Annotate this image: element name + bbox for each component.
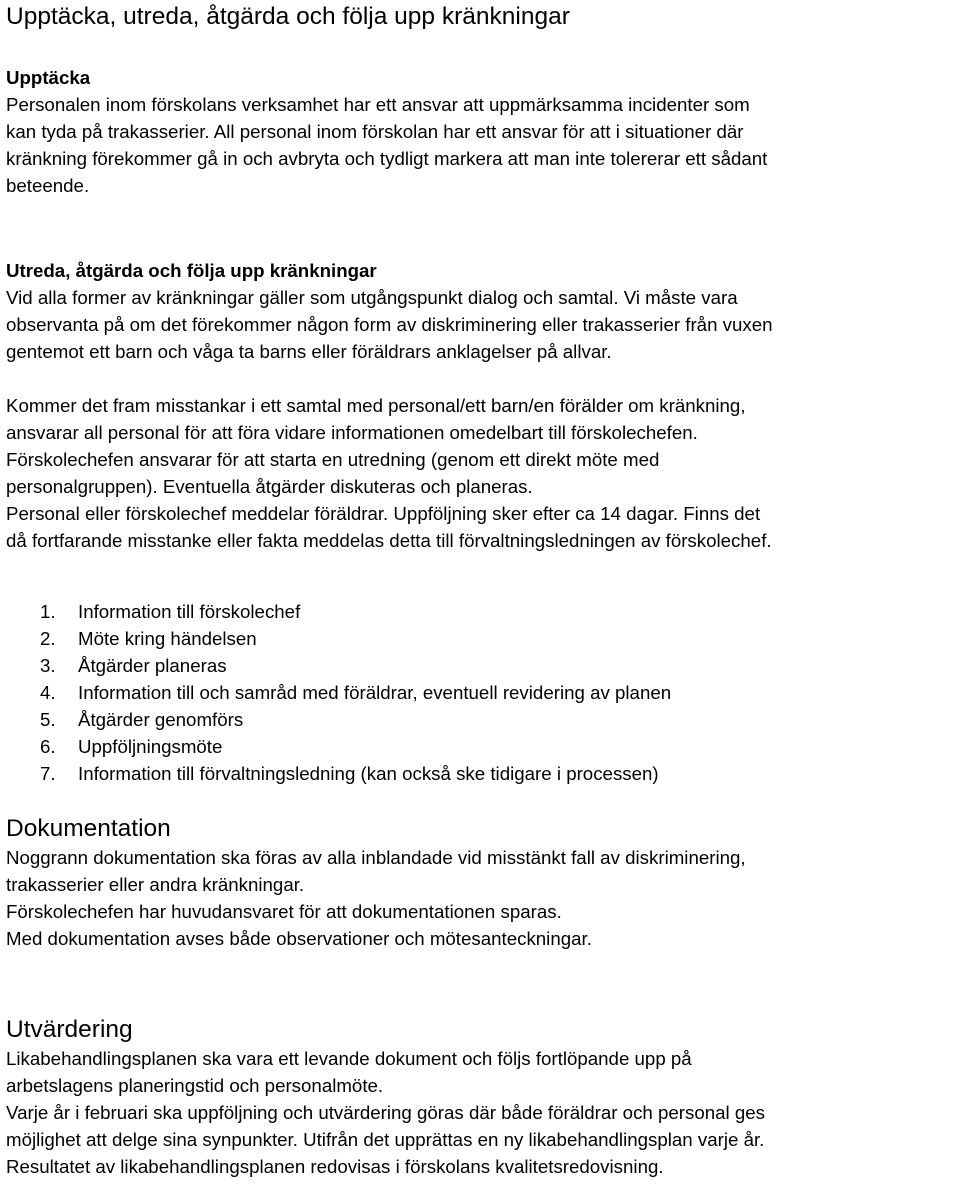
paragraph-line: arbetslagens planeringstid och personalmöte.: [6, 1075, 384, 1096]
list-item-text: Uppföljningsmöte: [78, 736, 223, 757]
paragraph-line: Förskolechefen har huvudansvaret för att dokumentationen sparas.: [6, 901, 562, 922]
list-item-text: Information till förvaltningsledning (kan också ske tidigare i processen): [78, 763, 659, 784]
paragraph-line: Förskolechefen ansvarar för att starta en utredning (genom ett direkt möte med: [6, 449, 660, 470]
section-dokumentation: [6, 814, 956, 952]
list-item-number: 6.: [40, 736, 56, 757]
paragraph-line: då fortfarande misstanke eller fakta meddelas detta till förvaltningsledningen av förskolechef.: [6, 530, 772, 551]
list-item-number: 7.: [40, 763, 56, 784]
paragraph-line: Kommer det fram misstankar i ett samtal med personal/ett barn/en förälder om kränkning,: [6, 395, 746, 416]
paragraph-line: trakasserier eller andra kränkningar.: [6, 874, 305, 895]
list-item-number: 1.: [40, 601, 56, 622]
paragraph-line: observanta på om det förekommer någon form av diskriminering eller trakasserier från vuxen: [6, 314, 773, 335]
list-item-number: 5.: [40, 709, 56, 730]
list-item-number: 2.: [40, 628, 56, 649]
paragraph-line: ansvarar all personal för att föra vidare informationen omedelbart till förskolechefen.: [6, 422, 698, 443]
paragraph-line: kan tyda på trakasserier. All personal inom förskolan har ett ansvar för att i situationer där: [6, 121, 744, 142]
section-heading-utvardering: Utvärdering: [6, 1016, 133, 1043]
list-item-text: Åtgärder planeras: [78, 655, 227, 676]
paragraph-line: Personalen inom förskolans verksamhet har ett ansvar att uppmärksamma incidenter som: [6, 94, 750, 115]
section-heading-dokumentation: Dokumentation: [6, 815, 171, 842]
paragraph-line: Varje år i februari ska uppföljning och utvärdering göras där både föräldrar och personal ges: [6, 1102, 766, 1123]
section-utvardering: [6, 1015, 956, 1180]
paragraph-line: Likabehandlingsplanen ska vara ett levande dokument och följs fortlöpande upp på: [6, 1048, 692, 1069]
paragraph-line: personalgruppen). Eventuella åtgärder diskuteras och planeras.: [6, 476, 533, 497]
paragraph-line: Noggrann dokumentation ska föras av alla inblandade vid misstänkt fall av diskriminering,: [6, 847, 746, 868]
list-item: [40, 625, 671, 652]
list-item: [40, 733, 671, 760]
section-utreda: [6, 257, 956, 365]
list-item-text: Information till och samråd med föräldrar, eventuell revidering av planen: [78, 682, 672, 703]
list-item-text: Möte kring händelsen: [78, 628, 257, 649]
list-item: [40, 652, 671, 679]
paragraph-line: kränkning förekommer gå in och avbryta och tydligt markera att man inte tolererar ett sådant: [6, 148, 768, 169]
list-item: [40, 706, 671, 733]
list-item: [40, 760, 671, 787]
page-title: Upptäcka, utreda, åtgärda och följa upp kränkningar: [6, 3, 570, 30]
paragraph-line: gentemot ett barn och våga ta barns eller föräldrars anklagelser på allvar.: [6, 341, 612, 362]
list-item-text: Information till förskolechef: [78, 601, 301, 622]
list-item: [40, 679, 671, 706]
paragraph-line: beteende.: [6, 175, 90, 196]
paragraph-line: Vid alla former av kränkningar gäller som utgångspunkt dialog och samtal. Vi måste vara: [6, 287, 738, 308]
paragraph-line: möjlighet att delge sina synpunkter. Utifrån det upprättas en ny likabehandlingsplan varje år.: [6, 1129, 765, 1150]
section-heading-upptacka: Upptäcka: [6, 67, 91, 88]
paragraph-line: Resultatet av likabehandlingsplanen redovisas i förskolans kvalitetsredovisning.: [6, 1156, 664, 1177]
steps-list: [40, 598, 671, 787]
paragraph-line: Personal eller förskolechef meddelar föräldrar. Uppföljning sker efter ca 14 dagar. Finns det: [6, 503, 761, 524]
section-heading-utreda: Utreda, åtgärda och följa upp kränkningar: [6, 260, 377, 281]
section-upptacka: [6, 64, 956, 199]
list-item-text: Åtgärder genomförs: [78, 709, 244, 730]
paragraph-line: Med dokumentation avses både observationer och mötesanteckningar.: [6, 928, 592, 949]
list-item: [40, 598, 671, 625]
list-item-number: 4.: [40, 682, 56, 703]
paragraph-utreda-2: [6, 392, 956, 554]
list-item-number: 3.: [40, 655, 56, 676]
